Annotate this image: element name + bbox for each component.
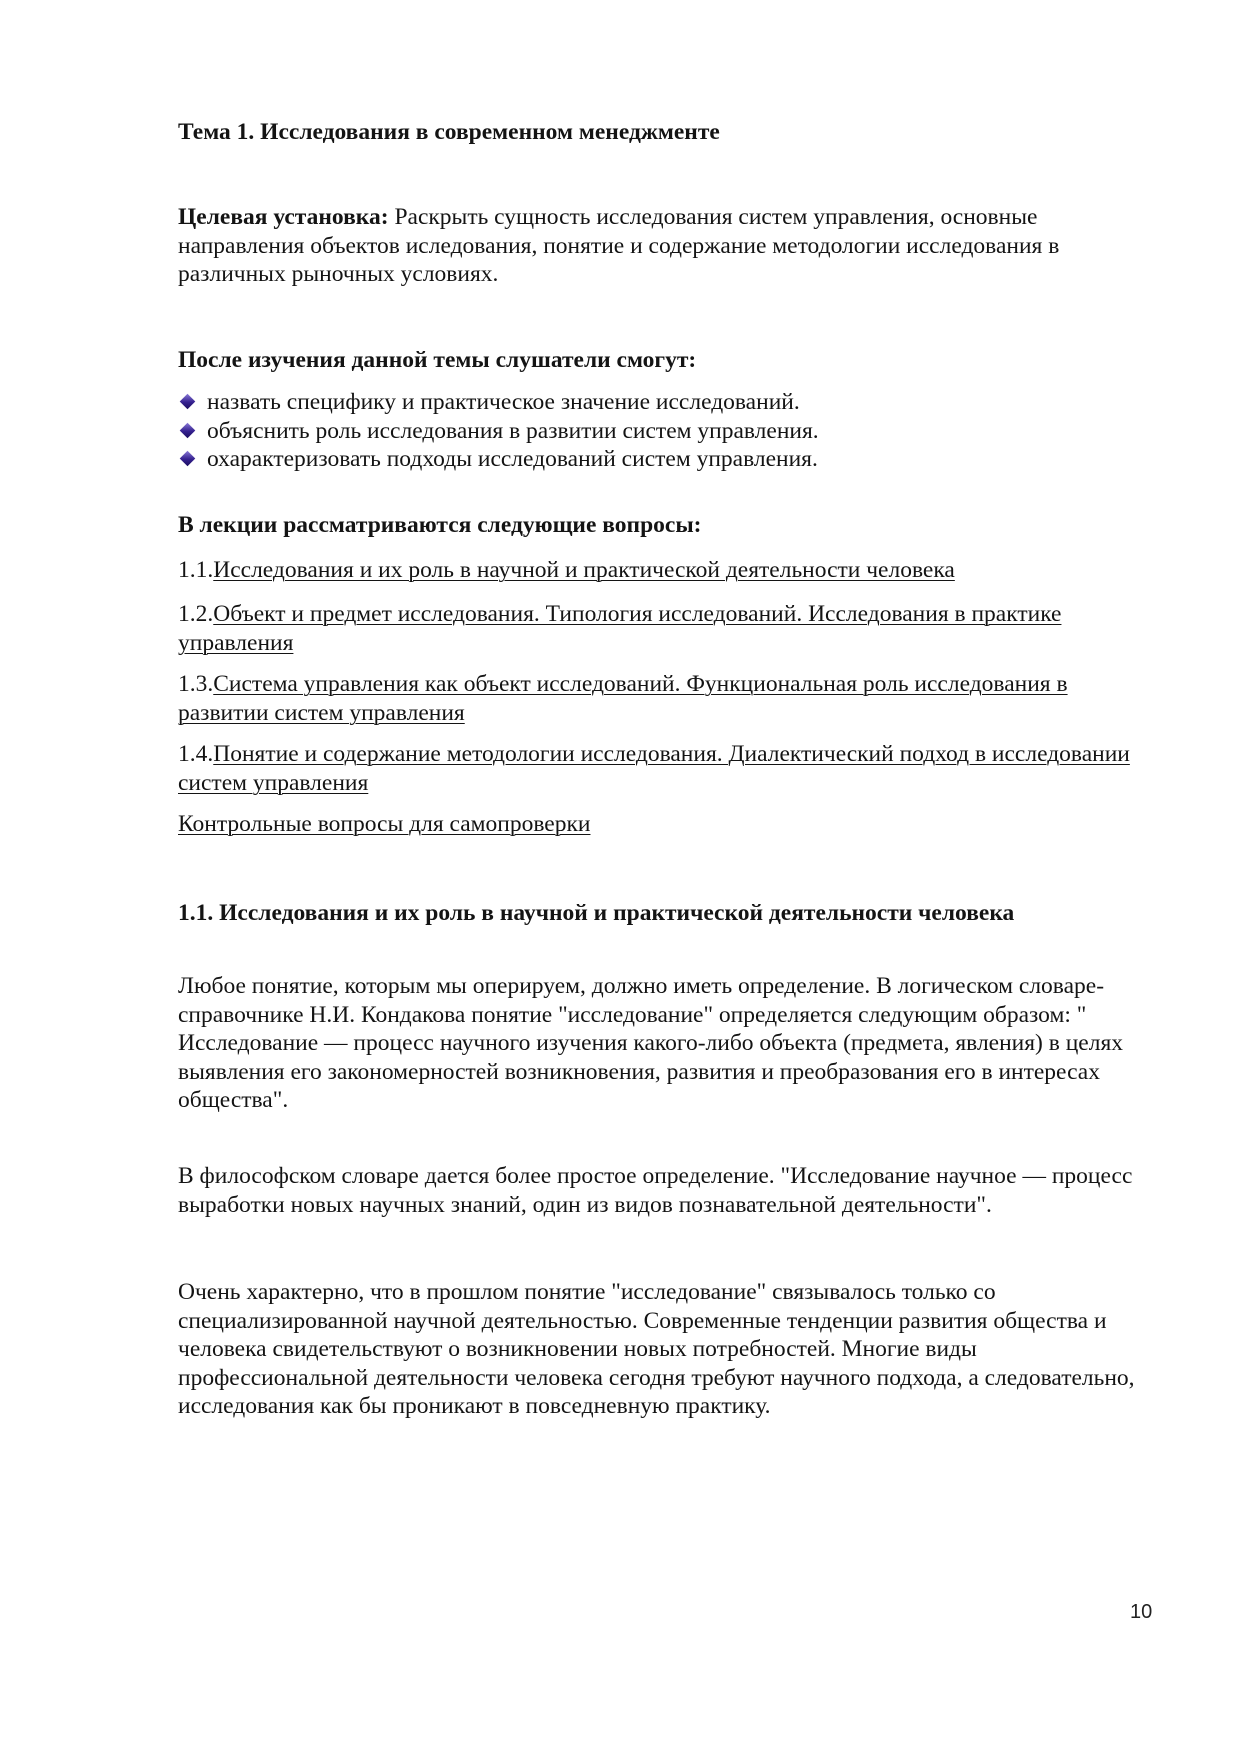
diamond-bullet-icon (180, 394, 196, 410)
questions-heading: В лекции рассматриваются следующие вопросы: (178, 512, 702, 538)
goal-label: Целевая установка: (178, 204, 389, 230)
diamond-bullet-icon (180, 422, 196, 438)
question-item-1 (178, 556, 1163, 585)
page-number: 10 (1130, 1601, 1153, 1623)
goal-text: Раскрыть сущность исследования систем управления, основные направления объектов иследования, понятие и содержание методологии исследования в различных рыночных условиях. (178, 204, 1060, 287)
question-link-4[interactable]: Понятие и содержание методологии исследования. Диалектический подход в исследовании систем управления (178, 741, 1130, 796)
body-paragraph-2: В философском словаре дается более простое определение. "Исследование научное — процесс выработки новых научных знаний, один из видов познавательной деятельности". (178, 1163, 1133, 1218)
diamond-bullet-icon (180, 451, 196, 467)
goal-paragraph (178, 203, 1163, 289)
body-paragraph-1: Любое понятие, которым мы оперируем, должно иметь определение. В логическом словаре-справочнике Н.И. Кондакова понятие "исследование" определяется следующим образом: " Исследование — процесс научного изучения какого-либо объекта (предмета, явления) в целях выявления его закономерностей возникновения, развития и преобразования его в интересах общества". (178, 973, 1124, 1113)
question-link-1[interactable]: Исследования и их роль в научной и практической деятельности человека (213, 557, 955, 583)
question-item-2 (178, 600, 1163, 657)
question-link-2[interactable]: Объект и предмет исследования. Типология исследований. Исследования в практике управления (178, 601, 1062, 656)
body-paragraph-3: Очень характерно, что в прошлом понятие "исследование" связывалось только со специализированной научной деятельностью. Современные тенденции развития общества и человека свидетельствуют о возникновении новых потребностей. Многие виды профессиональной деятельности человека сегодня требуют научного подхода, а следовательно, исследования как бы проникают в повседневную практику. (178, 1279, 1135, 1419)
question-number: 1.4. (178, 741, 214, 767)
outcomes-heading: После изучения данной темы слушатели смогут: (178, 347, 697, 373)
self-check-item (178, 810, 1163, 839)
self-check-link[interactable]: Контрольные вопросы для самопроверки (178, 811, 591, 837)
section-heading: 1.1. Исследования и их роль в научной и практической деятельности человека (178, 900, 1015, 926)
question-item-4 (178, 740, 1163, 797)
question-number: 1.3. (178, 671, 214, 697)
list-item: назвать специфику и практическое значение исследований. (178, 388, 1163, 417)
list-item: объяснить роль исследования в развитии систем управления. (178, 417, 1163, 446)
topic-heading: Тема 1. Исследования в современном менеджменте (178, 119, 720, 145)
list-item: охарактеризовать подходы исследований систем управления. (178, 445, 1163, 474)
outcomes-list (178, 388, 1163, 474)
question-number: 1.2. (178, 601, 214, 627)
question-item-3 (178, 670, 1163, 727)
question-number: 1.1. (178, 557, 214, 583)
question-link-3[interactable]: Система управления как объект исследований. Функциональная роль исследования в развитии систем управления (178, 671, 1068, 726)
